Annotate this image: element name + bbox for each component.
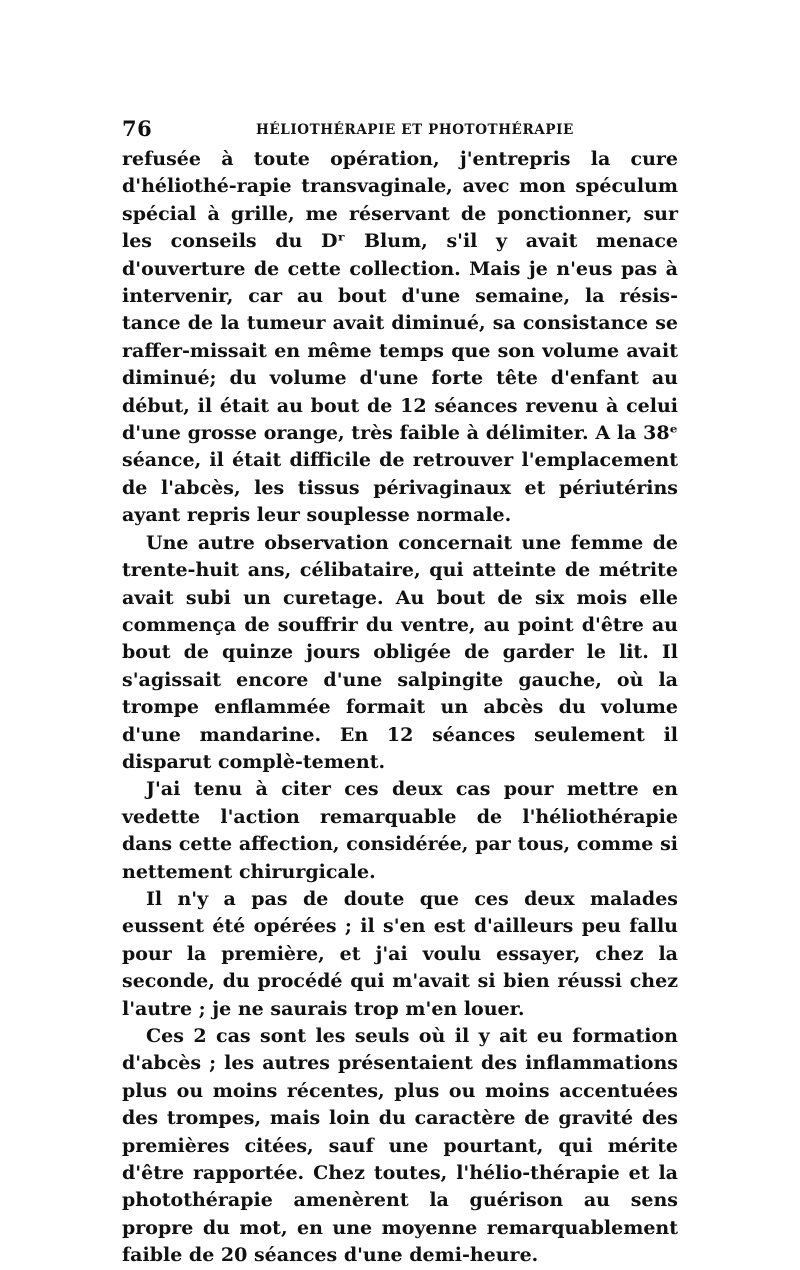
page-number: 76 xyxy=(122,116,153,141)
paragraph-second-observation: Une autre observation concernait une femme de trente-huit ans, célibataire, qui atteinte de métrite avait subi un curetage. Au bout de six mois elle commença de souffrir du ventre, au point d'être au bout de quinze jours obligée de garder le lit. Il s'agissait encore d'une salpingite gauche, où la trompe enflammée formait un abcès du volume d'une mandarine. En 12 séances seulement il disparut complè-tement. xyxy=(122,531,678,773)
paragraph-conclusion: Ces 2 cas sont les seuls où il y ait eu formation d'abcès ; les autres présentaient des inflammations plus ou moins récentes, plus ou moins accentuées des trompes, mais loin du caractère de gravité des premières citées, sauf une pourtant, qui mérite d'être rapportée. Chez toutes, l'hélio-thérapie et la photothérapie amenèrent la guérison au sens propre du mot, en une moyenne remarquablement faible de 20 séances d'une demi-heure. xyxy=(122,1025,678,1267)
paragraph-continuation: refusée à toute opération, j'entrepris la cure d'héliothé-rapie transvaginale, avec mon spéculum spécial à grille, me réservant de ponctionner, sur les conseils du Dʳ Blum, s'il y avait menace d'ouverture de cette collection. Mais je n'eus pas à intervenir, car au bout d'une semaine, la résis-tance de la tumeur avait diminué, sa consistance se raffer-missait en même temps que son volume avait diminué; du volume d'une forte tête d'enfant au début, il était au bout de 12 séances revenu à celui d'une grosse orange, très faible à délimiter. A la 38ᵉ séance, il était difficile de retrouver l'emplacement de l'abcès, les tissus périvaginaux et périutérins ayant repris leur souplesse normale. xyxy=(122,148,678,527)
body-text xyxy=(122,146,678,1270)
paragraph-operations: Il n'y a pas de doute que ces deux malades eussent été opérées ; il s'en est d'ailleurs peu fallu pour la première, et j'ai voulu essayer, chez la seconde, du procédé qui m'avait si bien réussi chez l'autre ; je ne saurais trop m'en louer. xyxy=(122,887,678,1020)
page-header xyxy=(122,116,678,144)
paragraph-two-cases: J'ai tenu à citer ces deux cas pour mettre en vedette l'action remarquable de l'héliothérapie dans cette affection, considérée, par tous, comme si nettement chirurgicale. xyxy=(122,778,678,883)
running-title: HÉLIOTHÉRAPIE ET PHOTOTHÉRAPIE xyxy=(256,122,574,138)
